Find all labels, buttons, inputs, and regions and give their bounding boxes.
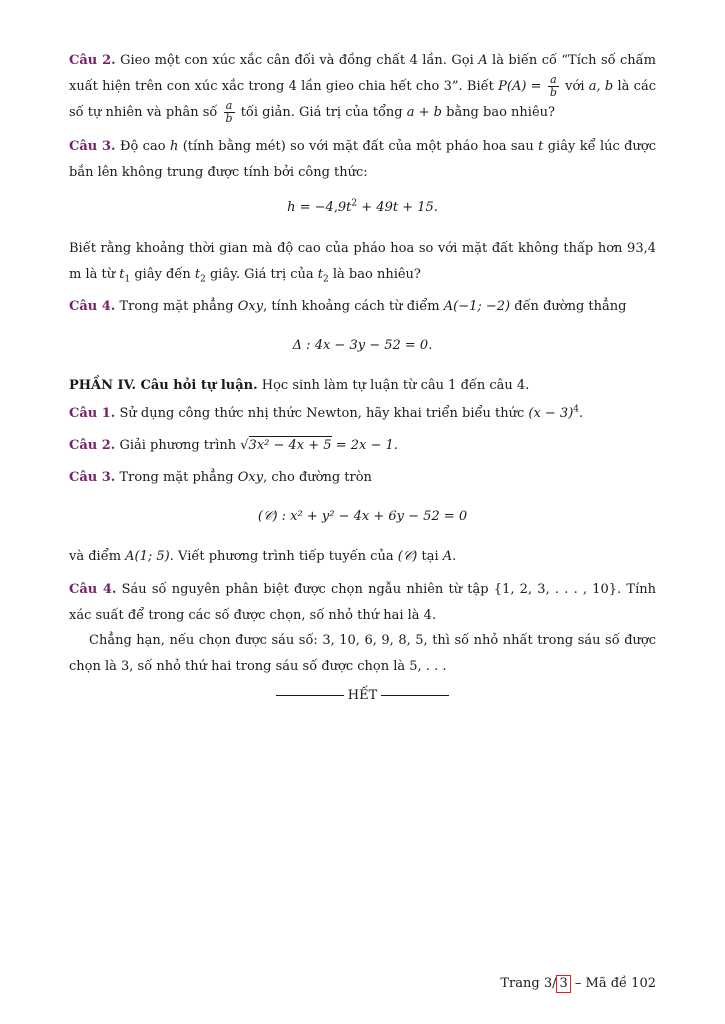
question-text: Trong mặt phẳng — [119, 299, 238, 314]
math-symbol: Oxy — [237, 299, 264, 314]
question-text: (tính bằng mét) so với mặt đất của một pháo hoa sau — [178, 139, 539, 154]
question-text: Trong mặt phẳng — [119, 470, 238, 485]
question-text: bằng bao nhiêu? — [441, 105, 555, 120]
radicand: 3x² − 4x + 5 — [248, 438, 332, 453]
math-symbol: A — [478, 53, 488, 68]
footer-suffix: – Mã đề 102 — [570, 976, 656, 991]
question-label: Câu 4. — [69, 299, 116, 314]
question-label: Câu 2. — [69, 53, 116, 68]
math-expression: (x − 3) — [528, 406, 574, 421]
question-text: là biến cố “Tích số chấm xuất hiện trên con xúc xắc trong 4 lần gieo chia hết cho 3”. Biết — [69, 53, 656, 94]
question-2 — [69, 48, 656, 126]
essay-question-4-example — [69, 628, 656, 680]
math-symbol: t — [538, 139, 544, 154]
question-text: là bao nhiêu? — [328, 267, 421, 282]
question-text: Chẳng hạn, nếu chọn được sáu số: 3, 10, 6, 9, 8, 5, thì số nhỏ nhất trong sáu số được chọn là 3, số nhỏ thứ hai trong sáu số được chọn là 5, . . . — [69, 633, 656, 674]
question-text: Gieo một con xúc xắc cân đối và đồng chất 4 lần. Gọi — [120, 53, 479, 68]
essay-question-2 — [69, 433, 656, 459]
question-3 — [69, 134, 656, 186]
sqrt-symbol: √ — [240, 438, 249, 453]
question-text: tối giản. Giá trị của tổng — [236, 105, 407, 120]
essay-question-4 — [69, 577, 656, 629]
math-expression: P(A) = — [498, 79, 542, 94]
section-title: PHẦN IV. Câu hỏi tự luận. — [69, 378, 258, 393]
math-expression: a + b — [406, 105, 442, 120]
question-text: giây đến — [130, 267, 195, 282]
question-label: Câu 3. — [69, 139, 116, 154]
question-text: , tính khoảng cách từ điểm — [263, 299, 444, 314]
question-text: . Viết phương trình tiếp tuyến của — [169, 549, 398, 564]
fraction-a-over-b: $\frac{a}{b}$ — [225, 99, 233, 125]
essay-question-3 — [69, 465, 656, 491]
circle-equation: (𝒞) : x² + y² − 4x + 6y − 52 = 0 — [257, 509, 468, 524]
divider — [381, 695, 449, 696]
essay-question-3-continued: và điểm A(1; 5). Viết phương trình tiếp tuyến của (𝒞) tại A. — [69, 549, 457, 564]
part-4-heading — [69, 373, 656, 399]
question-text: đến đường thẳng — [510, 299, 627, 314]
math-expression: A(1; 5) — [125, 549, 170, 564]
footer-prefix: Trang 3/ — [500, 976, 557, 991]
question-label: Câu 2. — [69, 438, 116, 453]
divider — [276, 695, 344, 696]
essay-question-1: Câu 1. Sử dụng công thức nhị thức Newton, hãy khai triển biểu thức $(x - 3)^4$. — [69, 404, 584, 421]
math-symbol: Oxy — [237, 470, 264, 485]
math-symbol: A — [442, 549, 453, 564]
question-3-continued: Biết rằng khoảng thời gian mà độ cao của pháo hoa so với mặt đất không thấp hơn 93,4 m là từ $t_1$ giây đến $t_2$ giây. Giá trị của $t_2$ là bao nhiêu? — [69, 241, 656, 285]
math-symbol: a, b — [588, 79, 614, 94]
question-label: Câu 4. — [69, 582, 117, 597]
fraction-a-over-b: $\frac{a}{b}$ — [549, 73, 557, 99]
question-text: Sử dụng công thức nhị thức Newton, hãy khai triển biểu thức — [119, 406, 529, 421]
question-text: tại — [417, 549, 443, 564]
line-equation: Δ : 4x − 3y − 52 = 0. — [292, 338, 433, 353]
section-description: Học sinh làm tự luận từ câu 1 đến câu 4. — [257, 378, 530, 393]
question-text: Biết rằng khoảng thời gian mà độ cao của pháo hoa so với mặt đất không thấp hơn 93,4 m là từ — [69, 241, 656, 282]
question-text: và điểm — [69, 549, 126, 564]
height-formula: $h = -4,9t^2 + 49t + 15$. — [287, 198, 438, 215]
question-text: là các số tự nhiên và phân số — [69, 79, 656, 120]
math-expression: A(−1; −2) — [443, 299, 511, 314]
question-text: giây. Giá trị của — [205, 267, 318, 282]
end-text: HẾT — [347, 688, 378, 703]
end-marker — [0, 688, 725, 703]
page-total: 3 — [556, 975, 570, 993]
question-text: , cho đường tròn — [263, 470, 372, 485]
question-text: Độ cao — [119, 139, 170, 154]
question-text: Sáu số nguyên phân biệt được chọn ngẫu nhiên từ tập {1, 2, 3, . . . , 10}. Tính xác suất để trong các số được chọn, số nhỏ thứ hai là 4. — [69, 582, 656, 623]
math-symbol: (𝒞) — [397, 549, 418, 564]
math-expression: = 2x − 1. — [331, 438, 398, 453]
question-text: với — [560, 79, 589, 94]
question-4 — [69, 294, 656, 320]
question-label: Câu 1. — [69, 406, 116, 421]
page-footer — [500, 975, 656, 993]
question-label: Câu 3. — [69, 470, 116, 485]
math-symbol: h — [169, 139, 179, 154]
question-text: Giải phương trình — [119, 438, 241, 453]
question-text: giây kể lúc được bắn lên không trung được tính bởi công thức: — [69, 139, 656, 180]
